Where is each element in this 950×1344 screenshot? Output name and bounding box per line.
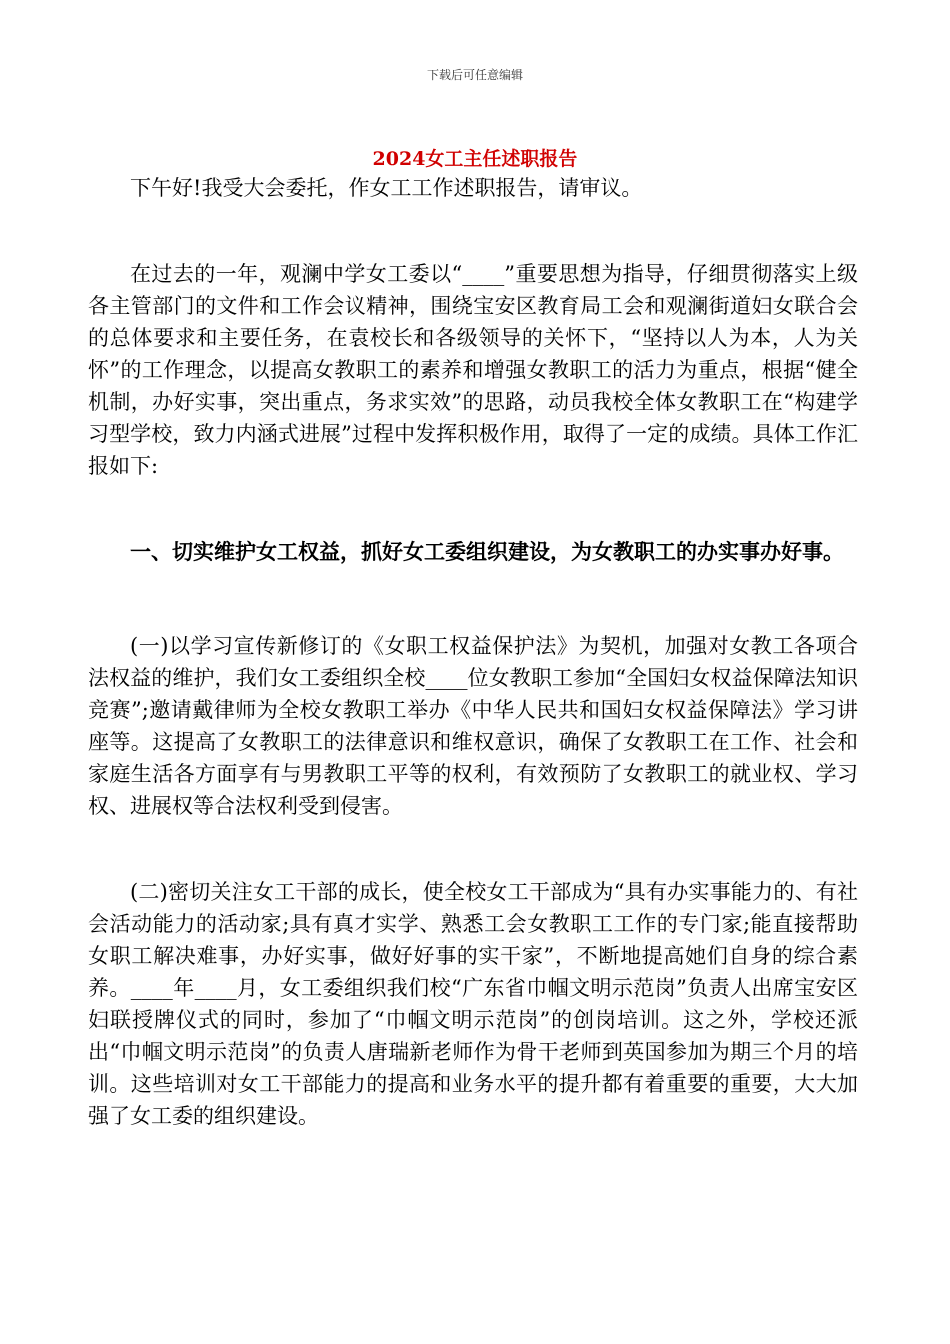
document-title: 2024女工主任述职报告 — [372, 148, 578, 170]
greeting-paragraph: 下午好!我受大会委托，作女工工作述职报告，请审议。 — [130, 176, 643, 200]
subsection-paragraph-2: (二)密切关注女工干部的成长，使全校女工干部成为“具有办实事能力的、有社会活动能力的活动家;具有真才实学、熟悉工会女教职工工作的专门家;能直接帮助女职工解决难事，办好实事，做好好事的实干家”，不断地提高她们自身的综合素养。____年____月，女工委组织我们校“广东省巾帼文明示范岗”负责人出席宝安区妇联授牌仪式的同时，参加了“巾帼文明示范岗”的创岗培训。这之外，学校还派出“巾帼文明示范岗”的负责人唐瑞新老师作为骨干老师到英国参加为期三个月的培训。这些培训对女工干部能力的提高和业务水平的提升都有着重要的重要，大大加强了女工委的组织建设。 — [88, 880, 858, 1128]
intro-paragraph: 在过去的一年，观澜中学女工委以“____”重要思想为指导，仔细贯彻落实上级各主管部门的文件和工作会议精神，围绕宝安区教育局工会和观澜街道妇女联合会的总体要求和主要任务，在袁校长和各级领导的关怀下，“坚持以人为本，人为关怀”的工作理念，以提高女教职工的素养和增强女教职工的活力为重点，根据“健全机制，办好实事，突出重点，务求实效”的思路，动员我校全体女教职工在“构建学习型学校，致力内涵式进展”过程中发挥积极作用，取得了一定的成绩。具体工作汇报如下: — [88, 262, 858, 478]
section-heading-1: 一、切实维护女工权益，抓好女工委组织建设，为女教职工的办实事办好事。 — [130, 539, 844, 564]
header-note: 下载后可任意编辑 — [426, 68, 523, 82]
subsection-paragraph-1: (一)以学习宣传新修订的《女职工权益保护法》为契机，加强对女教工各项合法权益的维护，我们女工委组织全校____位女教职工参加“全国妇女权益保障法知识竞赛”;邀请戴律师为全校女教职工举办《中华人民共和国妇女权益保障法》学习讲座等。这提高了女教职工的法律意识和维权意识，确保了女教职工在工作、社会和家庭生活各方面享有与男教职工平等的权利，有效预防了女教职工的就业权、学习权、进展权等合法权利受到侵害。 — [88, 634, 858, 818]
